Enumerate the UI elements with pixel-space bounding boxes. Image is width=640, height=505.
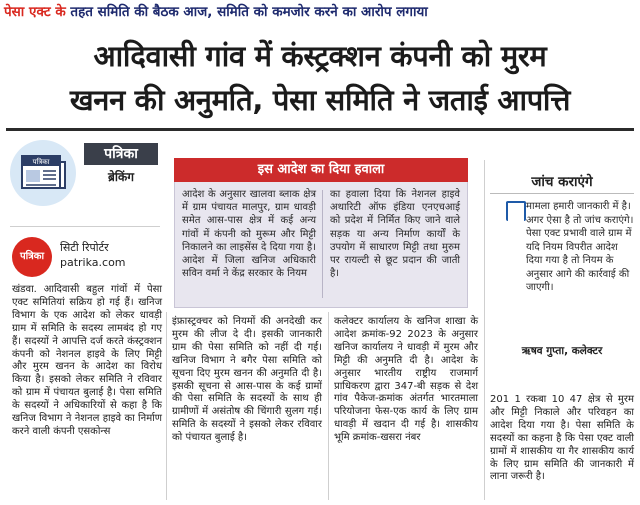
jaanch-byline: ऋषव गुप्ता, कलेक्टर bbox=[521, 345, 603, 357]
body-column-4 bbox=[490, 394, 634, 484]
jaanch-divider bbox=[490, 193, 634, 194]
kicker-text: तहत समिति की बैठक आज, समिति को कमजोर करने का आरोप लगाया bbox=[70, 4, 428, 20]
body-column-2-text: इंफ्रास्ट्रक्चर को नियमों की अनदेखी कर मुरम की लीज दे दी। इसकी जानकारी ग्राम की पेसा समिति को नहीं दी गई। खनिज विभाग ने बगैर पेसा समिति को सूचना दिए मुरम खनन की अनुमति दी है। इसकी सूचना से आस-पास के कई ग्रामों की पेसा समिति के सदस्यों के साथ ही ग्रामीणों में असंतोष की चिंगारी सुलग गई। समिति के सदस्यों ने इसको लेकर रविवार को पंचायत बुलाई है। bbox=[172, 316, 322, 444]
order-box-text-2: का हवाला दिया कि नेशनल हाइवे अथारिटी ऑफ इंडिया एनएचआई को प्रदेश में निर्मित किए जाने वाले सड़क या अन्य निर्माण कार्यों के उपयोग में साधारण मिट्टी तथा मुरुम पर रायल्टी से छूट प्रदान की जाती है। bbox=[330, 189, 460, 280]
jaanch-title: जांच कराएंगे bbox=[531, 174, 593, 190]
headline-divider bbox=[6, 128, 634, 131]
body-column-1-text: खंडवा. आदिवासी बहुल गांवों में पेसा एक्ट समितियां सक्रिय हो गई हैं। खनिज विभाग के एक आदेश को लेकर धावड़ी ग्राम में समिति के सदस्य लामबंद हो गए हैं। सदस्यों ने आपत्ति दर्ज करते कंस्ट्रक्शन कंपनी को नेशनल हाइवे के लिए मिट्टी और मुरम खनन के आदेश का विरोध किया है। इसको लेकर समिति ने रविवार को ग्राम में पंचायत बुलाई है। पेसा समिति के सदस्यों ने अधिकारियों से कहा है कि खनिज विभाग ने नेशनल हाइवे का निर्माण करने वाली कंपनी एसकोन्स bbox=[12, 284, 162, 437]
newspaper-icon-label: पत्रिका bbox=[32, 158, 50, 166]
headline-line-1: आदिवासी गांव में कंस्ट्रक्शन कंपनी को मुरम bbox=[93, 39, 547, 73]
order-box-title: इस आदेश का दिया हवाला bbox=[174, 158, 468, 182]
quote-icon bbox=[506, 201, 526, 221]
badge-label: ब्रेकिंग bbox=[108, 170, 134, 184]
author-site: patrika.com bbox=[60, 256, 126, 269]
badge-brand: पत्रिका bbox=[84, 143, 158, 165]
jaanch-quote: मामला हमारी जानकारी में है। अगर ऐसा है तो जांच कराएंगे। पेसा एक्ट प्रभावी वाले ग्राम में यदि नियम विपरीत आदेश दिया गया है तो नियम के अनुसार आगे की कार्रवाई की जाएगी। bbox=[526, 201, 634, 293]
author-name: सिटी रिपोर्टर bbox=[60, 241, 109, 254]
body-column-2 bbox=[172, 316, 322, 445]
headline-line-2: खनन की अनुमति, पेसा समिति ने जताई आपत्ति bbox=[69, 83, 571, 117]
body-column-3-text: कलेक्टर कार्यालय के खनिज शाखा के आदेश क्रमांक-92 2023 के अनुसार खनिज कार्यालय ने धावड़ी में मुरम और मिट्टी की अनुमति दी है। आदेश के अनुसार भारतीय राष्ट्रीय राजमार्ग प्राधिकरण द्वारा 347-बी सड़क से देश गांव पैकेज-क्रमांक अंतर्गत भारतमाला परियोजना फेस-एक कार्य के लिए ग्राम धावड़ी में खदान दी गई है। शासकीय भूमि क्रमांक-खसरा नंबर bbox=[334, 316, 478, 444]
order-box-text-1: आदेश के अनुसार खालवा ब्लाक क्षेत्र में ग्राम पंचायत मालपुर, ग्राम धावड़ी समेत आस-पास क्षेत्र में कई अन्य गांवों में कंपनी को मुरूम और मिट्टी निकालने का लाइसेंस दे दिया गया है। आदेश में जिला खनिज अधिकारी सविन वर्मा ने केंद्र सरकार के नियम bbox=[182, 189, 316, 280]
body-column-4-text: 201 1 रकबा 10 47 क्षेत्र से मुरम और मिट्टी निकाले और परिवहन का आदेश दिया गया है। पेसा समिति के सदस्यों का कहना है कि पेसा एक्ट वाली ग्रामों में शासकीय या गैर शासकीय कार्य के लिए ग्राम समिति की जानकारी में लाना जरूरी है। bbox=[490, 394, 634, 483]
column-divider-3 bbox=[484, 160, 485, 500]
kicker-line bbox=[4, 2, 636, 24]
column-divider-1 bbox=[166, 312, 167, 500]
author-logo: पत्रिका bbox=[12, 237, 52, 277]
order-box-divider bbox=[322, 190, 323, 298]
kicker-highlight: पेसा एक्ट के bbox=[4, 4, 66, 20]
newspaper-icon bbox=[18, 152, 68, 194]
body-column-1 bbox=[12, 284, 162, 439]
column-divider-2 bbox=[328, 312, 329, 500]
body-column-3 bbox=[334, 316, 478, 445]
badge-divider bbox=[10, 226, 160, 227]
